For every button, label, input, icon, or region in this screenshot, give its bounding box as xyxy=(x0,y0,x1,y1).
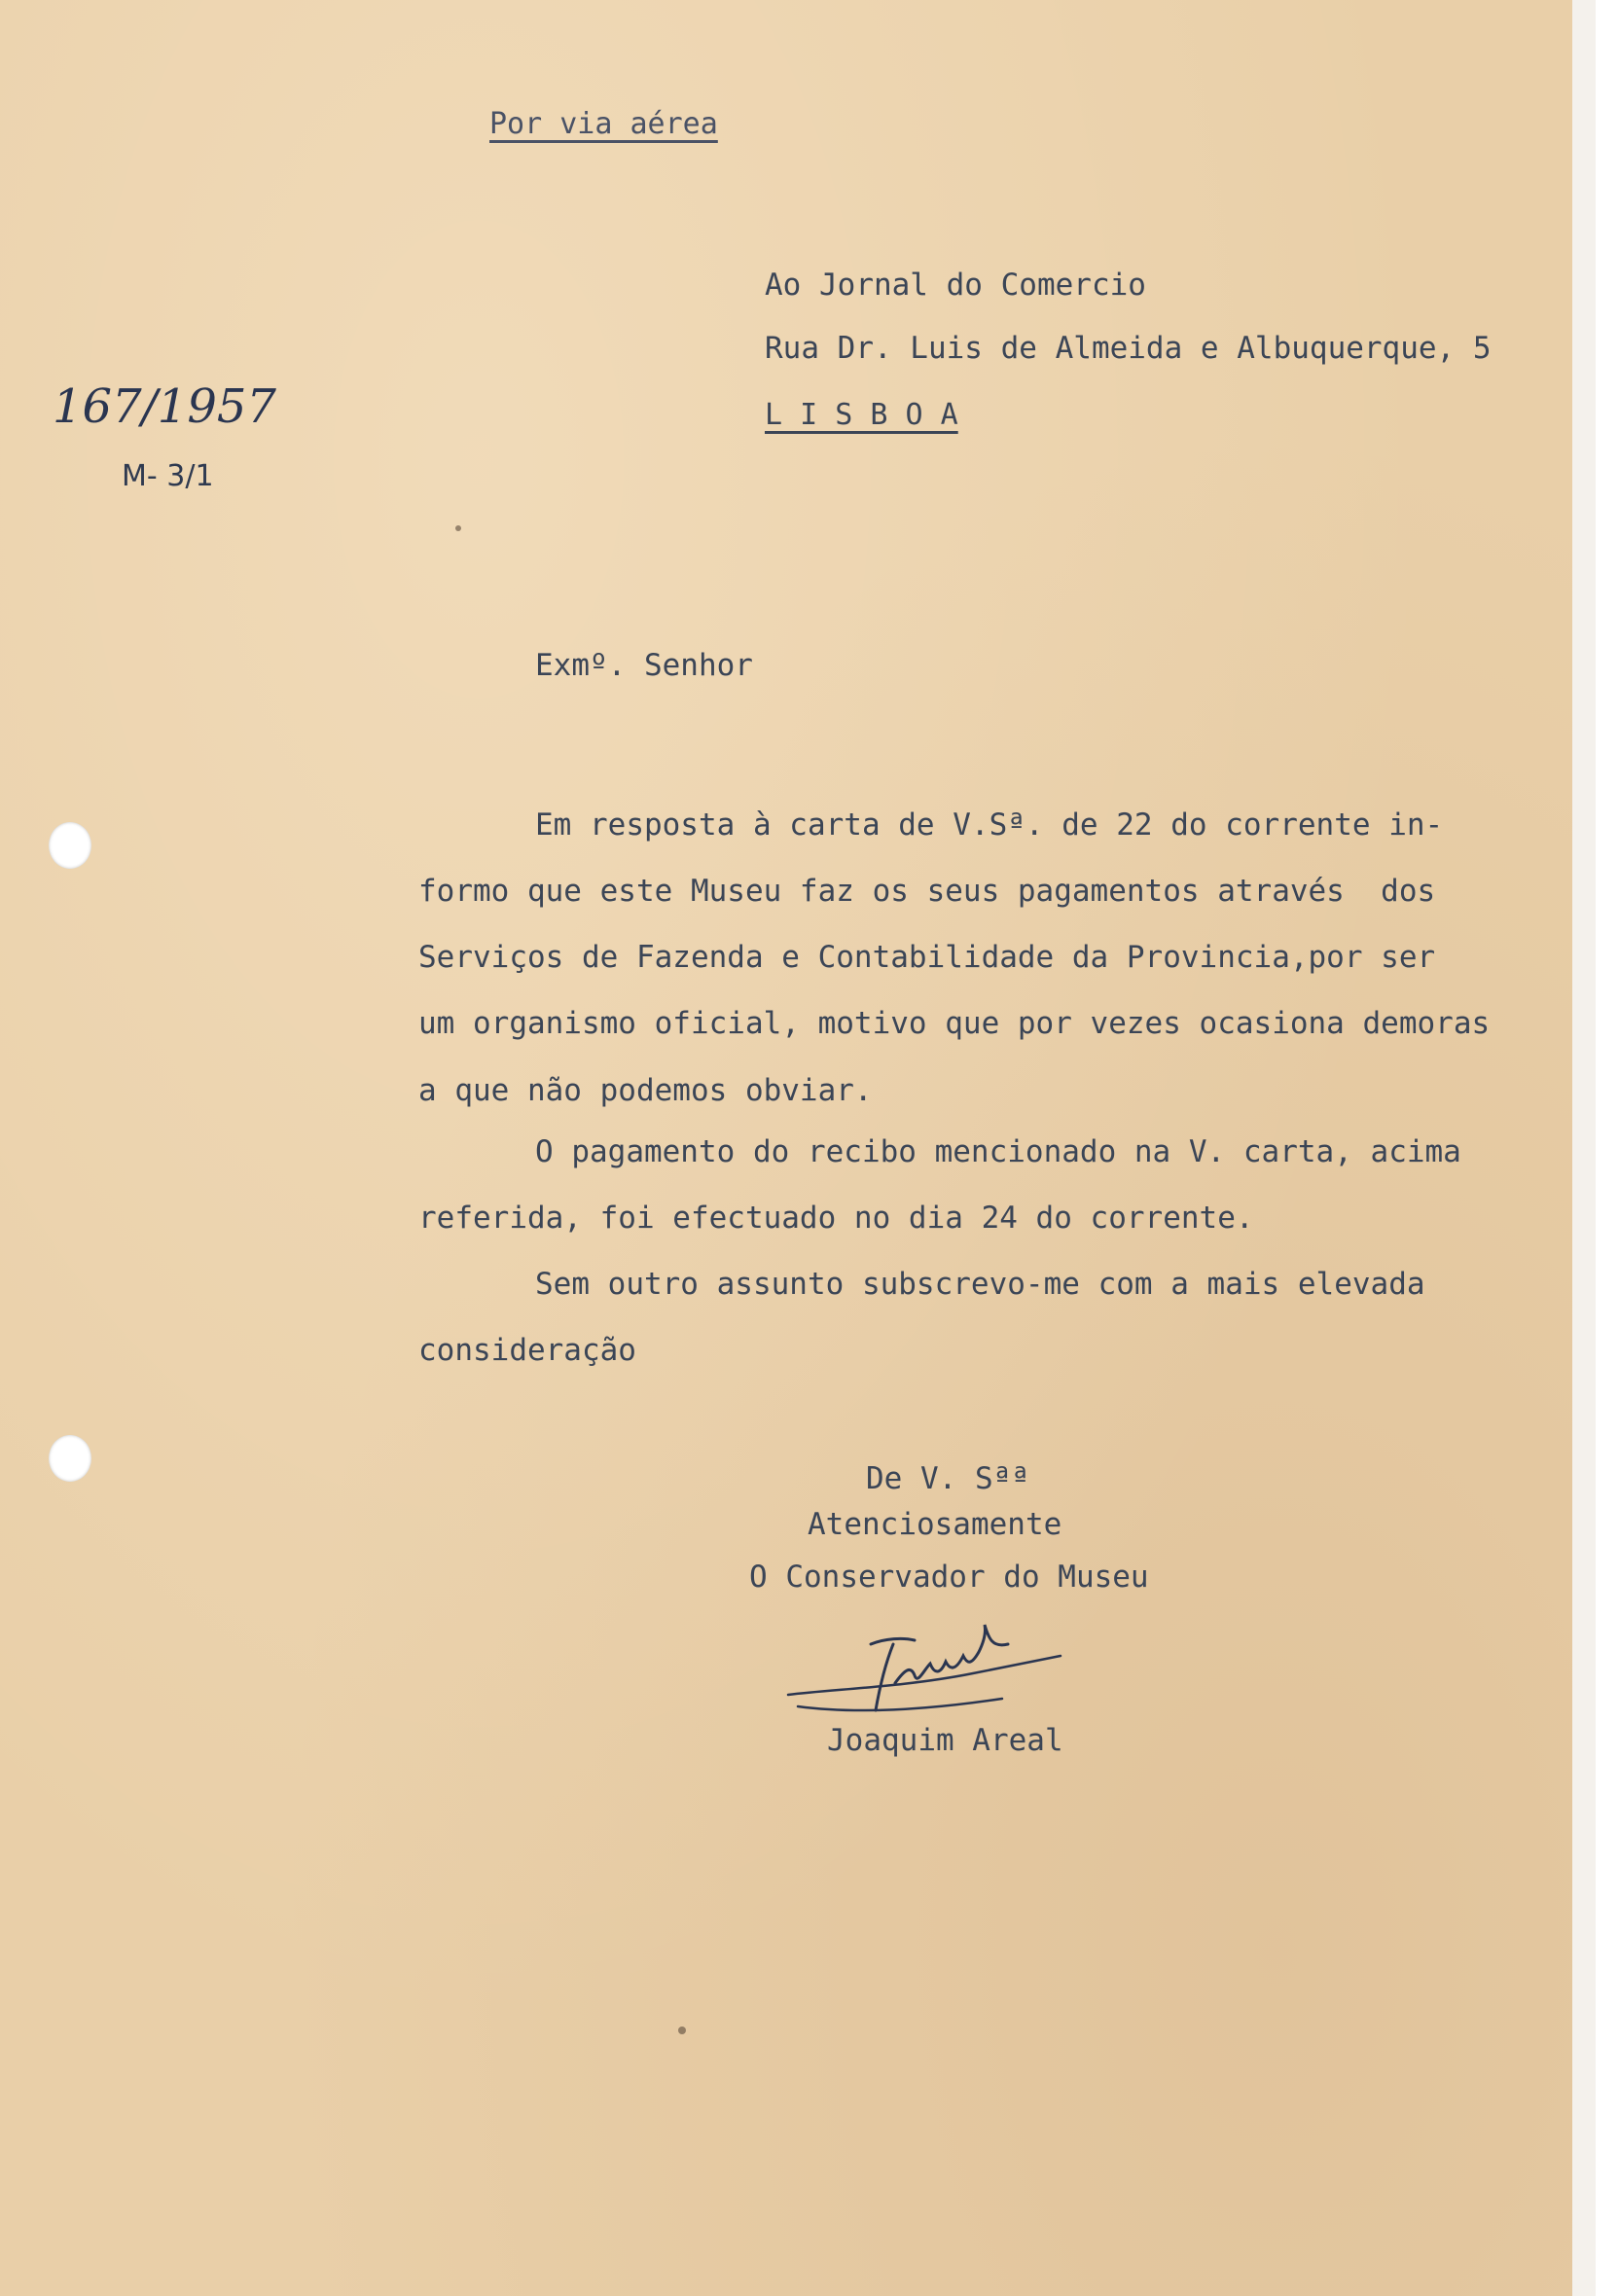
punch-hole-top xyxy=(49,822,91,869)
body-line: a que não podemos obviar. xyxy=(418,1073,873,1108)
page-edge xyxy=(1572,0,1596,2296)
body-line: formo que este Museu faz os seus pagamentos através dos xyxy=(418,874,1436,909)
closing-courtesy: De V. Sªª xyxy=(866,1461,1029,1496)
file-code: M- 3/1 xyxy=(122,459,214,493)
body-line: O pagamento do recibo mencionado na V. carta, acima xyxy=(535,1134,1461,1169)
recipient-city: L I S B O A xyxy=(765,398,958,432)
recipient-address: Rua Dr. Luis de Almeida e Albuquerque, 5 xyxy=(765,331,1492,366)
paper-speck xyxy=(678,2027,686,2034)
closing-regards: Atenciosamente xyxy=(808,1507,1062,1542)
body-line: Sem outro assunto subscrevo-me com a mais elevada xyxy=(535,1267,1425,1302)
paper-speck xyxy=(455,525,461,531)
body-line: Serviços de Fazenda e Contabilidade da Provincia,por ser xyxy=(418,940,1436,975)
recipient-name: Ao Jornal do Comercio xyxy=(765,268,1146,303)
airmail-label: Por via aérea xyxy=(489,107,718,141)
handwritten-signature xyxy=(778,1605,1099,1741)
body-line: consideração xyxy=(418,1333,636,1368)
signatory-name: Joaquim Areal xyxy=(827,1723,1063,1758)
file-number-handwritten: 167/1957 xyxy=(53,379,276,434)
body-line: um organismo oficial, motivo que por vezes ocasiona demoras xyxy=(418,1006,1491,1041)
punch-hole-bottom xyxy=(49,1435,91,1482)
body-line: referida, foi efectuado no dia 24 do corrente. xyxy=(418,1201,1254,1236)
salutation: Exmº. Senhor xyxy=(535,648,753,683)
closing-title: O Conservador do Museu xyxy=(749,1560,1149,1595)
body-line: Em resposta à carta de V.Sª. de 22 do corrente in- xyxy=(535,807,1444,843)
